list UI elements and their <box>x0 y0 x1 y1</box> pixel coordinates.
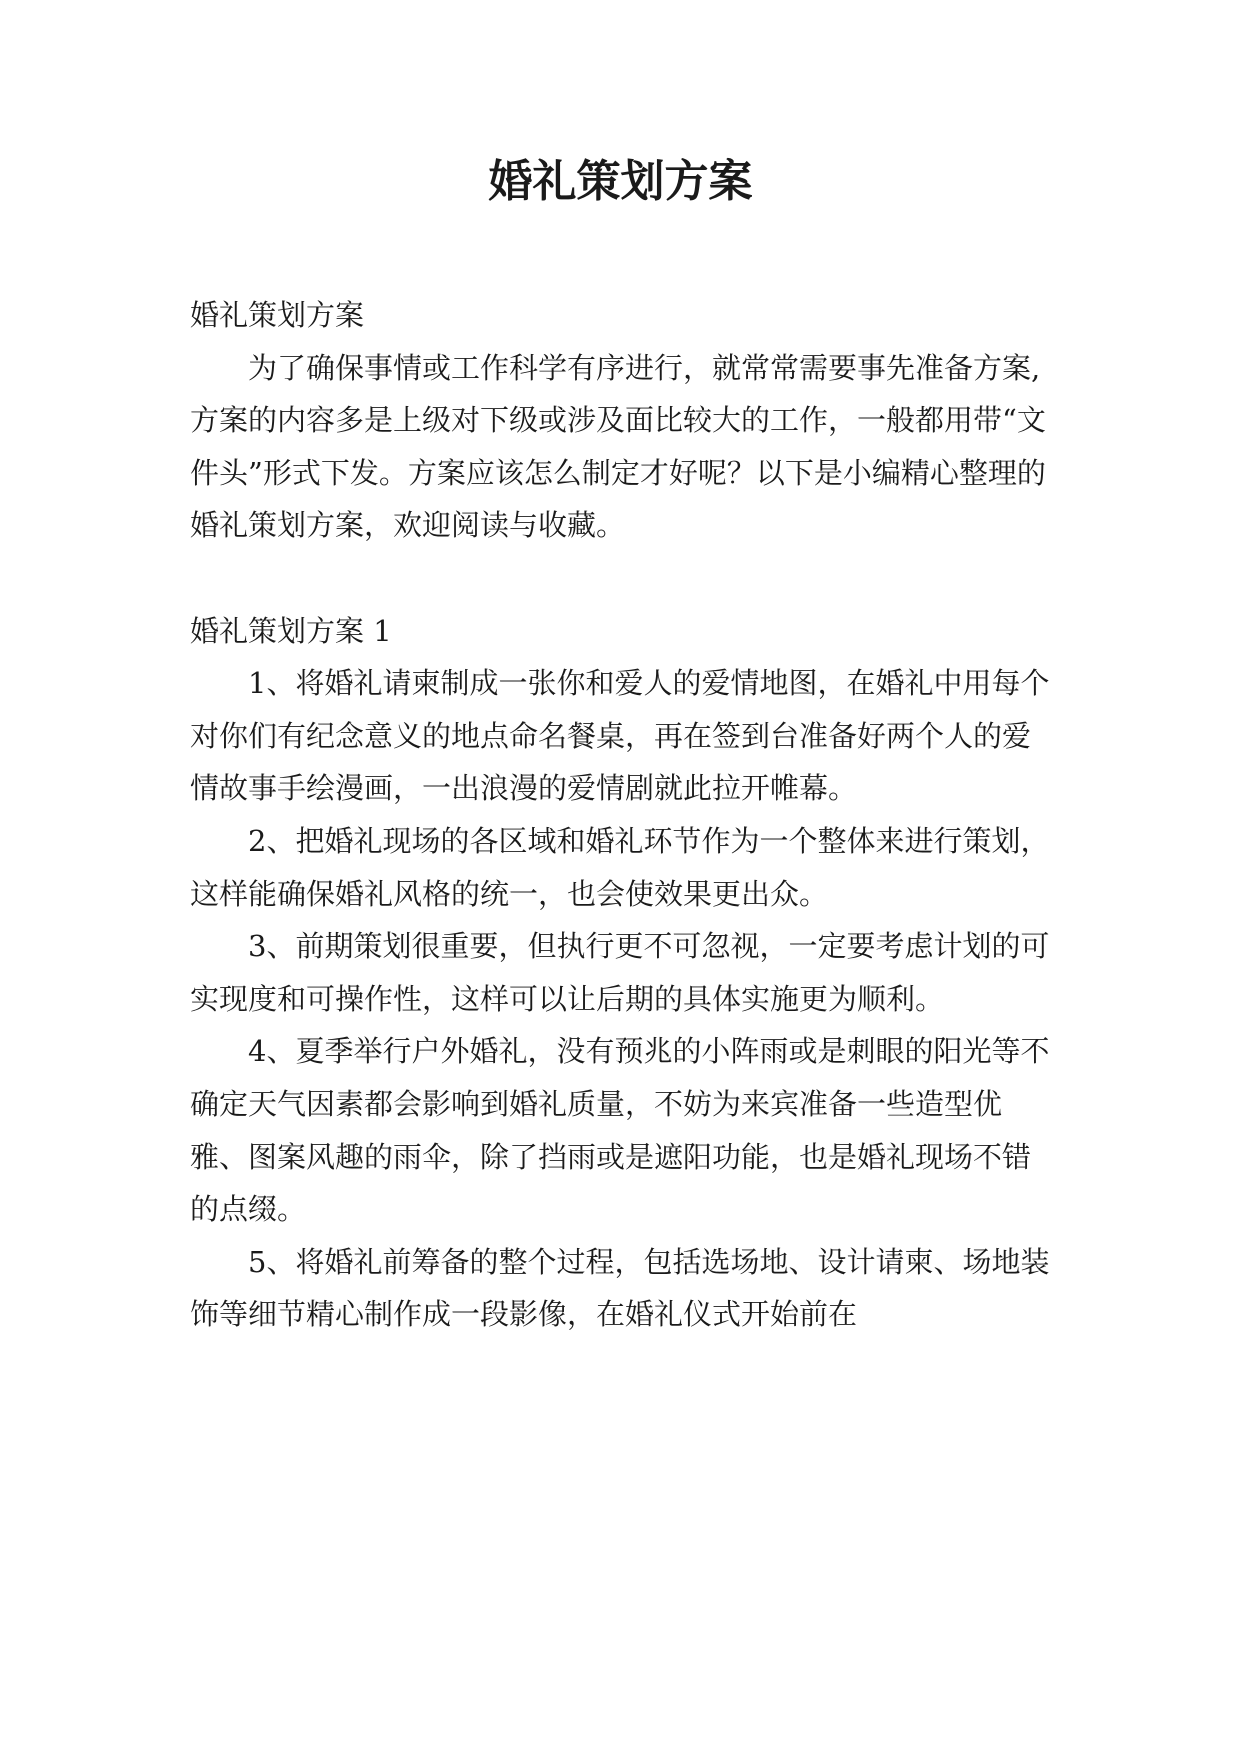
intro-paragraph: 为了确保事情或工作科学有序进行，就常常需要事先准备方案,方案的内容多是上级对下级或涉及面比较大的工作，一般都用带“文件头”形式下发。方案应该怎么制定才好呢？以下是小编精心整理的婚礼策划方案，欢迎阅读与收藏。 <box>190 350 1046 543</box>
section-heading: 婚礼策划方案 1 <box>190 613 392 648</box>
intro-heading: 婚礼策划方案 <box>190 298 365 332</box>
list-item: 4、夏季举行户外婚礼，没有预兆的小阵雨或是刺眼的阳光等不确定天气因素都会影响到婚礼质量，不妨为来宾准备一些造型优雅、图案风趣的雨伞，除了挡雨或是遮阳功能，也是婚礼现场不错的点缀。 <box>190 1034 1050 1227</box>
list-item: 3、前期策划很重要，但执行更不可忽视，一定要考虑计划的可实现度和可操作性，这样可以让后期的具体实施更为顺利。 <box>190 929 1050 1016</box>
list-item: 5、将婚礼前筹备的整个过程，包括选场地、设计请柬、场地装饰等细节精心制作成一段影像，在婚礼仪式开始前在 <box>190 1244 1050 1332</box>
list-item: 1、将婚礼请柬制成一张你和爱人的爱情地图，在婚礼中用每个对你们有纪念意义的地点命名餐桌，再在签到台准备好两个人的爱情故事手绘漫画，一出浪漫的爱情剧就此拉开帷幕。 <box>190 666 1050 806</box>
document-body <box>190 289 1052 1341</box>
document-title: 婚礼策划方案 <box>488 156 753 207</box>
list-item: 2、把婚礼现场的各区域和婚礼环节作为一个整体来进行策划，这样能确保婚礼风格的统一，也会使效果更出众。 <box>190 823 1050 911</box>
